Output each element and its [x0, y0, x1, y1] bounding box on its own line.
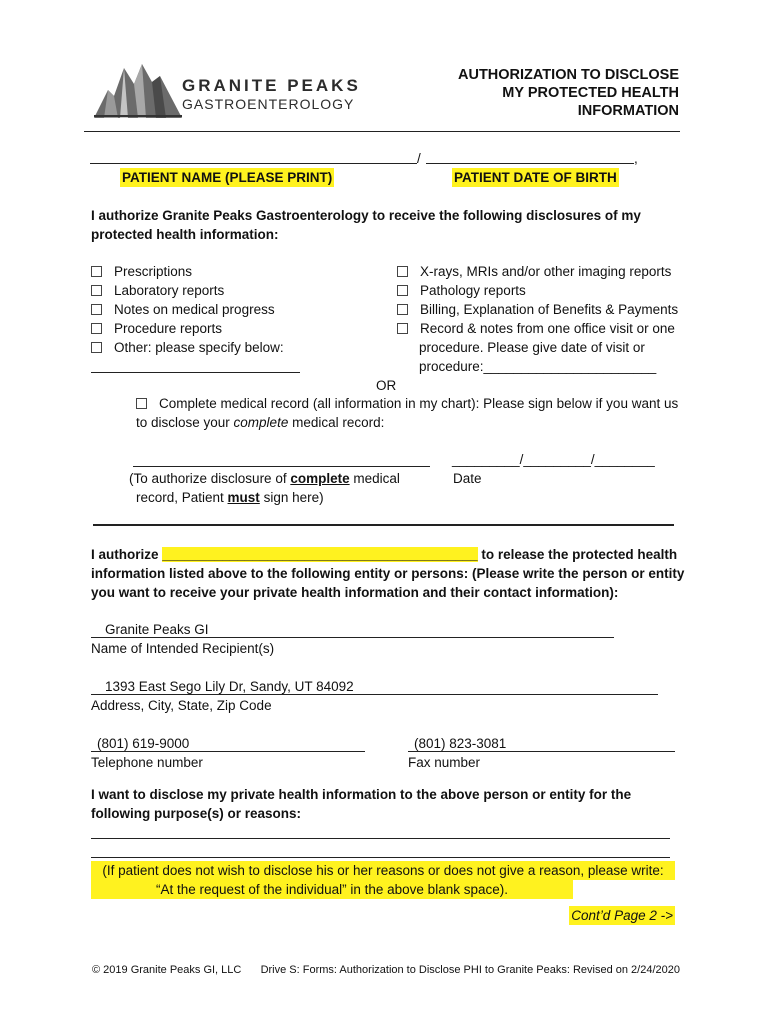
patient-dob-label: PATIENT DATE OF BIRTH	[454, 170, 617, 185]
text-part: (To authorize disclosure of	[129, 471, 291, 486]
signature-label-line2	[136, 488, 324, 507]
date-line[interactable]: _________/_________/________	[452, 452, 655, 467]
checkbox-icon[interactable]	[91, 266, 102, 277]
checkbox-prescriptions[interactable]	[91, 262, 284, 281]
checkbox-label: Prescriptions	[114, 264, 193, 279]
dob-line[interactable]	[426, 163, 634, 164]
checkbox-label: Record & notes from one office visit or one	[420, 321, 675, 336]
checkbox-procedure[interactable]	[91, 319, 284, 338]
recipient-value[interactable]: Granite Peaks GI	[105, 622, 209, 637]
title-line3: INFORMATION	[577, 103, 679, 119]
text-part: medical record:	[288, 415, 385, 430]
checkbox-laboratory[interactable]	[91, 281, 284, 300]
note-line1: (If patient does not wish to disclose his or her reasons or does not give a reason, please write:	[91, 861, 675, 880]
checkbox-imaging[interactable]	[397, 262, 678, 281]
checkbox-icon[interactable]	[397, 304, 408, 315]
purpose-blank-line2[interactable]	[91, 857, 670, 858]
slash: /	[417, 151, 421, 166]
address-line	[91, 694, 658, 695]
logo	[94, 60, 384, 120]
checkbox-label: Pathology reports	[420, 283, 526, 298]
text-part: I authorize	[91, 547, 163, 562]
checkbox-icon[interactable]	[136, 398, 147, 409]
checkbox-other[interactable]	[91, 338, 284, 357]
patient-name-line[interactable]	[90, 163, 417, 164]
release-line3: you want to receive your private health information and their contact information):	[91, 585, 619, 600]
checkbox-label: Billing, Explanation of Benefits & Payments	[420, 302, 679, 317]
note-line2: “At the request of the individual” in the above blank space).	[91, 880, 573, 899]
text-part: to disclose your	[136, 415, 234, 430]
complete-record-line1: Complete medical record (all information in my chart): Please sign below if you want us	[159, 396, 679, 411]
intro-line1: I authorize Granite Peaks Gastroenterology to receive the following disclosures of my	[91, 208, 641, 223]
text-part: sign here)	[259, 490, 324, 505]
release-line2: information listed above to the following entity or persons: (Please write the person or entity	[91, 566, 685, 581]
release-line1	[91, 545, 677, 564]
checkbox-icon[interactable]	[397, 323, 408, 334]
comma: ,	[634, 151, 638, 166]
footer-path: Drive S: Forms: Authorization to Disclose PHI to Granite Peaks: Revised on 2/24/2020	[260, 964, 680, 976]
phone-label: Telephone number	[91, 755, 203, 770]
checkbox-notes[interactable]	[91, 300, 284, 319]
checklist-left	[91, 262, 284, 357]
checkbox-label: Other: please specify below:	[114, 340, 284, 355]
fax-label: Fax number	[408, 755, 481, 770]
text-part: medical	[349, 471, 400, 486]
fax-line	[408, 751, 675, 752]
checkbox-icon[interactable]	[91, 323, 102, 334]
address-label: Address, City, State, Zip Code	[91, 698, 272, 713]
checkbox-label: X-rays, MRIs and/or other imaging reports	[420, 264, 672, 279]
purpose-blank-line1[interactable]	[91, 838, 670, 839]
checkbox-complete-record[interactable]	[136, 394, 678, 413]
checkbox-label: Procedure reports	[114, 321, 223, 336]
title-line1: AUTHORIZATION TO DISCLOSE	[458, 67, 679, 83]
checkbox-icon[interactable]	[91, 304, 102, 315]
checkbox-label: Laboratory reports	[114, 283, 225, 298]
checklist-right	[397, 262, 678, 376]
footer-copyright: © 2019 Granite Peaks GI, LLC	[92, 964, 242, 976]
text-emphasis: complete	[290, 471, 350, 486]
other-specify-line[interactable]	[91, 372, 300, 373]
complete-record-line2	[136, 413, 384, 432]
signature-line[interactable]	[133, 466, 430, 467]
checkbox-pathology[interactable]	[397, 281, 678, 300]
section-divider	[93, 524, 674, 526]
authorized-party-field[interactable]: __________________________________________	[162, 547, 478, 562]
checkbox-icon[interactable]	[397, 285, 408, 296]
checkbox-label: Notes on medical progress	[114, 302, 275, 317]
recipient-label: Name of Intended Recipient(s)	[91, 641, 275, 656]
form-title	[458, 66, 679, 120]
office-visit-cont2: procedure:_______________________	[419, 359, 657, 374]
checkbox-icon[interactable]	[91, 342, 102, 353]
purpose-line1: I want to disclose my private health information to the above person or entity for the	[91, 787, 632, 802]
office-visit-cont1: procedure. Please give date of visit or	[419, 340, 645, 355]
text-part: to release the protected health	[477, 547, 678, 562]
phone-line	[91, 751, 365, 752]
purpose-line2: following purpose(s) or reasons:	[91, 806, 302, 821]
fax-value[interactable]: (801) 823-3081	[414, 736, 507, 751]
patient-name-label: PATIENT NAME (PLEASE PRINT)	[122, 170, 333, 185]
text-part: record, Patient	[136, 490, 228, 505]
phone-value[interactable]: (801) 619-9000	[97, 736, 190, 751]
checkbox-billing[interactable]	[397, 300, 678, 319]
logo-line1: GRANITE PEAKS	[182, 76, 361, 95]
checkbox-office-visit[interactable]	[397, 319, 678, 338]
mountain-logo-icon	[94, 60, 182, 120]
title-line2: MY PROTECTED HEALTH	[502, 85, 679, 101]
or-text: OR	[376, 378, 397, 393]
contd-page: Cont’d Page 2 ->	[571, 908, 673, 923]
intro-line2: protected health information:	[91, 227, 279, 242]
signature-label-line1	[129, 469, 400, 488]
address-value[interactable]: 1393 East Sego Lily Dr, Sandy, UT 84092	[105, 679, 354, 694]
text-emphasis: must	[227, 490, 260, 505]
text-emphasis: complete	[233, 415, 289, 430]
logo-line2: GASTROENTEROLOGY	[182, 96, 355, 112]
checkbox-icon[interactable]	[397, 266, 408, 277]
header-divider	[84, 131, 680, 132]
checkbox-icon[interactable]	[91, 285, 102, 296]
recipient-line	[91, 637, 614, 638]
date-label: Date	[453, 471, 482, 486]
